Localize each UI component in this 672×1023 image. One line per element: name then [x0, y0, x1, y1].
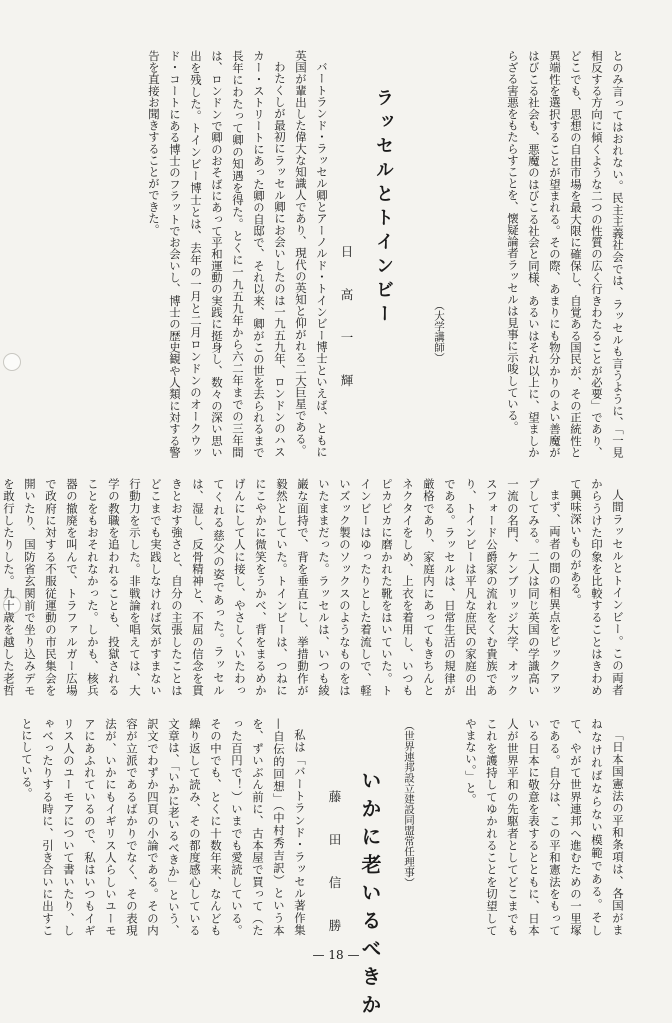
article2-paragraph: わたくしが最初にラッセル卿にお会いしたのは一九五九年、ロンドンのハスカー・ストリートにあった卿の自邸で、それ以来、卿がこの世を去られるまで長年にわたって卿の知遇を得た。とくに一九五九年から六二年までの三年間は、ロンドンで卿のおそばにあって平和運動の実践に挺身し、数々の深い思い出を残した。トインビー博士とは、去年の一月と二月ロンドンのオークウッド・コートにある博士のフラットでお会いし、博士の歴史観や人類に対する警告を直接お聞きすることができた。 — [147, 50, 287, 458]
article-author-hidaka: 日 高 一 輝 — [339, 245, 354, 396]
previous-article-text: とのみ言ってはおれない。民主主義社会では、ラッセルも言うように、「一見相反する方向に傾くような二つの性質の広く行きわたることが必要」であり、どこでも、思想の自由市場を最大限に確保し、自覚ある国民が、その正統性と異端性を選択することが望まれる。その際、あまりにも物分かりのよい善魔がはびこる社会も、悪魔のはびこる社会と同様、あるいはそれ以上に、望ましからざる害悪をもたらすことを、懐疑論者ラッセルは見事に示唆している。 — [506, 50, 625, 458]
article-title-how-to-grow-old: いかに老いるべきか — [358, 770, 382, 1022]
article2-paragraph: 人間ラッセルとトインビー。この両者からうけた印象を比較することはきわめて興味深いものがある。 — [569, 478, 625, 696]
previous-article-affiliation: （大学講師） — [433, 300, 445, 363]
article-title-russell-toynbee: ラッセルとトインビー — [373, 88, 394, 328]
article2-body-lower — [420, 718, 628, 936]
page-number: — 18 — — [312, 948, 360, 962]
article2-body-middle — [2, 478, 628, 696]
article2-paragraph: バートランド・ラッセル卿とアーノルド・トインビー博士といえば、ともに英国が輩出した偉大な知識人であり、現代の英知と仰がれる二大巨星である。 — [294, 50, 329, 458]
article-author-fujita: 藤 田 信 勝 — [327, 790, 342, 941]
article2-affiliation: （世界連邦設立建設同盟常任理事） — [403, 720, 415, 888]
article3-paragraph: 私は「バートランド・ラッセル著作集—自伝的回想」（中村秀吉訳）という本を、ずいぶん前に、古本屋で買って（たった百円で！）いまでも愛読している。その中でも、とくに十数年来、なんども繰り返して読み、その都度感心している文章は、「いかに老いるべきか」という、訳文でわずか四頁の小論である。その内容が立派であるばかりでなく、その表現法が、いかにもイギリス人らしいユーモアにあふれているので、私はいつもイギリス人のユーモアについて書いたり、しゃべったりする時に、引き合いに出すことにしている。 — [20, 718, 307, 936]
binder-hole-top — [3, 353, 21, 371]
article2-paragraph: 「日本国憲法の平和条項は、各国がまねなければならない模範である。そして、やがて世界連邦へ進むための一里塚である。自分は、この平和憲法をもっている日本に敬意を表するとともに、日本人が世界平和の先駆者としてどこまでもこれを護持してゆかれることを切望してやまない。」と。 — [464, 718, 625, 936]
article3-body — [20, 718, 310, 936]
previous-article-tail — [388, 50, 628, 458]
article2-body-upper — [72, 50, 332, 458]
article2-paragraph: まず、両者の間の相異点をピックアップしてみる。二人は同じ英国の学識高い一流の名門、ケンブリッジ大学、オックスフォード公爵家の流れをくむ貴族であり、トインビーは平凡な庶民の家庭の出である。ラッセルは、日常生活の規律が厳格であり、家庭内にあってもきちんとネクタイをしめ、上衣を着用し、いつもピカピカに磨かれた靴をはいていた。トインビーはゆったりとした着流しで、軽いズック製のソックスのようなものをはいたままだった。ラッセルは、いつも綾巌な面持で、背を垂直にし、挙措動作が毅然としていた。トインビーは、つねににこやかに微笑をうかべ、背をまるめかげんにして人に接し、やさしくいたわってくれる慈父の姿であった。ラッセルは、湿し、反骨精神と、不屈の信念を貫きとおす強さと、自分の主張したことはどこまでも実践しなければ気がすまない行動力を示した。非戦論を唱えては、大学の教職を追われることも、投獄されることをもおそれなかった。しかも、核兵器の撤廃を叫んで、トラファルガー広場で政府に対する不服従運動の市民集会を開いたり、国防省玄関前で坐り込みデモを敢行したりした。九十歳を越した老哲 — [2, 478, 562, 696]
